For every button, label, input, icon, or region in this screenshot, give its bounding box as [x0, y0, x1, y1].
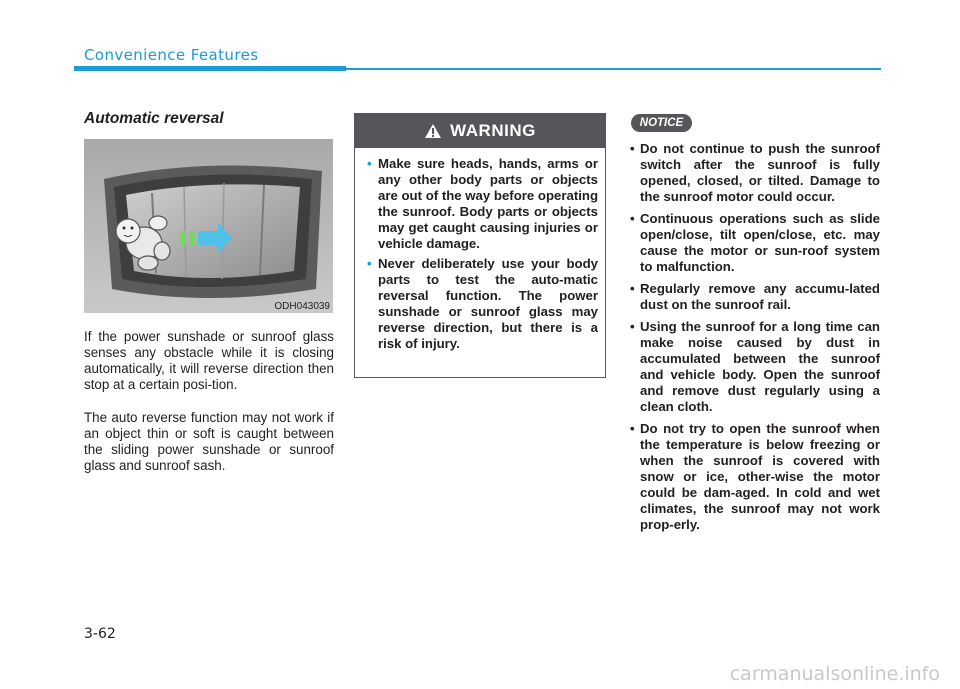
notice-text: Using the sunroof for a long time can make noise caused by dust in accumulated between the sunroof and vehicle body. Open the sunroof and remove dust regularly using a clean cloth. — [640, 319, 880, 414]
warning-list — [355, 148, 605, 352]
sunroof-drawing — [84, 139, 333, 313]
notice-text: Do not continue to push the sunroof switch after the sunroof is fully opened, closed, or tilted. Damage to the sunroof motor could occur. — [640, 141, 880, 204]
section-title: Convenience Features — [84, 46, 259, 64]
list-item — [367, 156, 598, 252]
list-item — [624, 281, 880, 313]
warning-text: Make sure heads, hands, arms or any other body parts or objects are out of the way before operating the sunroof. Body parts or objects may get caught causing injuries or vehicle damage. — [378, 156, 598, 251]
bullet-icon: • — [630, 421, 635, 436]
warning-title: WARNING — [450, 121, 536, 140]
list-item — [624, 141, 880, 205]
bullet-icon: • — [630, 211, 635, 226]
warning-text: Never deliberately use your body parts to test the auto-matic reversal function. The power sunshade or sunroof glass may reverse direction, but there is a risk of injury. — [378, 256, 598, 351]
body-paragraph: The auto reverse function may not work if an object thin or soft is caught between the sliding power sunshade or sunroof glass and sunroof sash. — [84, 410, 334, 473]
notice-text: Do not try to open the sunroof when the temperature is below freezing or when the sunroof is covered with snow or ice, other-wise the motor could be dam-aged. In cold and wet climates, the sunroof may not work prop-erly. — [640, 421, 880, 532]
page-number: 3-62 — [84, 626, 116, 642]
bullet-icon: • — [630, 281, 635, 296]
sunroof-illustration — [84, 139, 333, 313]
bullet-icon: • — [630, 141, 635, 156]
watermark: carmanualsonline.info — [729, 663, 940, 685]
figure-code: ODH043039 — [274, 301, 330, 312]
bullet-icon: • — [630, 319, 635, 334]
body-paragraph: If the power sunshade or sunroof glass senses any obstacle while it is closing automatically, it will reverse direction then stop at a certain posi-tion. — [84, 329, 334, 392]
bullet-icon: • — [367, 256, 372, 271]
notice-list — [624, 141, 880, 539]
warning-triangle-icon — [424, 123, 442, 139]
list-item — [367, 256, 598, 352]
notice-badge: NOTICE — [631, 114, 692, 132]
bullet-icon: • — [367, 156, 372, 171]
list-item — [624, 319, 880, 415]
notice-text: Regularly remove any accumu-lated dust on the sunroof rail. — [640, 281, 880, 312]
header-rule-thin — [346, 68, 881, 70]
header-rule-thick — [74, 66, 346, 71]
warning-header — [355, 114, 605, 148]
section-heading: Automatic reversal — [84, 110, 224, 127]
notice-text: Continuous operations such as slide open/close, tilt open/close, etc. may cause the motor or sun-roof system to malfunction. — [640, 211, 880, 274]
warning-box — [354, 113, 606, 378]
list-item — [624, 421, 880, 533]
list-item — [624, 211, 880, 275]
